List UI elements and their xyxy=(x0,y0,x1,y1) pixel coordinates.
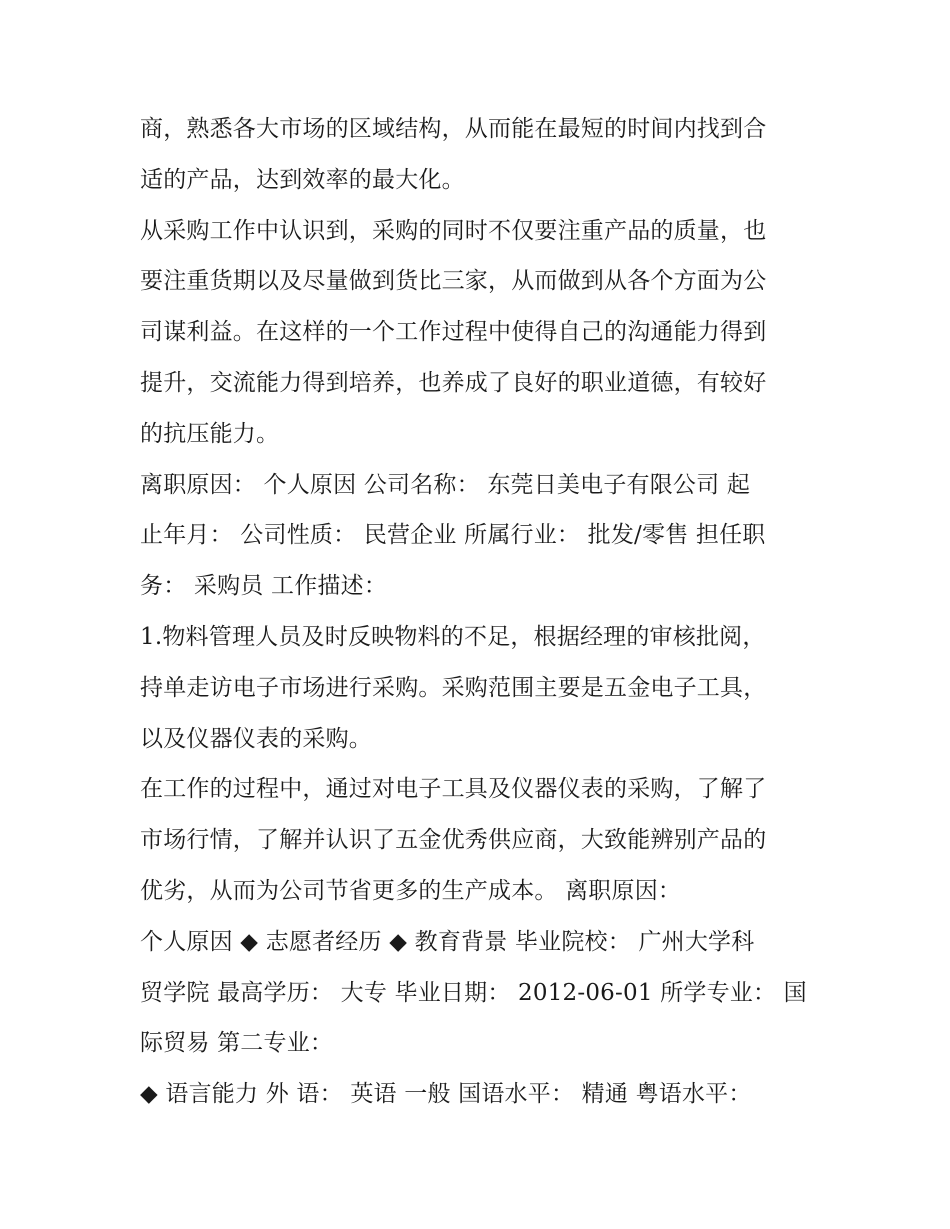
text-line: 优劣，从而为公司节省更多的生产成本。 离职原因： xyxy=(140,877,682,904)
text-line: 商，熟悉各大市场的区域结构，从而能在最短的时间内找到合 xyxy=(140,116,767,142)
text-line: 市场行情，了解并认识了五金优秀供应商，大致能辨别产品的 xyxy=(140,827,767,854)
text-line: 要注重货期以及尽量做到货比三家，从而做到从各个方面为公 xyxy=(140,268,767,295)
text-line: 适的产品，达到效率的最大化。 xyxy=(140,166,465,193)
text-line: 务： 采购员 工作描述： xyxy=(140,573,388,600)
text-line: ◆ 语言能力 外 语： 英语 一般 国语水平： 精通 粤语水平： xyxy=(140,1081,752,1108)
text-line: 1.物料管理人员及时反映物料的不足，根据经理的审核批阅， xyxy=(140,623,766,650)
text-line: 在工作的过程中，通过对电子工具及仪器仪表的采购，了解了 xyxy=(140,776,767,803)
text-line: 持单走访电子市场进行采购。采购范围主要是五金电子工具， xyxy=(140,674,767,701)
text-line: 的抗压能力。 xyxy=(140,420,280,447)
text-line: 以及仪器仪表的采购。 xyxy=(140,725,372,752)
body-text xyxy=(140,104,820,1120)
text-line: 从采购工作中认识到，采购的同时不仅要注重产品的质量，也 xyxy=(140,217,767,244)
text-line: 提升，交流能力得到培养，也养成了良好的职业道德，有较好 xyxy=(140,369,767,396)
text-line: 止年月： 公司性质： 民营企业 所属行业： 批发/零售 担任职 xyxy=(140,522,766,549)
text-line: 际贸易 第二专业： xyxy=(140,1030,334,1057)
text-line: 贸学院 最高学历： 大专 毕业日期： 2012-06-01 所学专业： 国 xyxy=(140,979,807,1006)
text-line: 个人原因 ◆ 志愿者经历 ◆ 教育背景 毕业院校： 广州大学科 xyxy=(140,928,755,955)
text-line: 离职原因： 个人原因 公司名称： 东莞日美电子有限公司 起 xyxy=(140,471,751,498)
text-line: 司谋利益。在这样的一个工作过程中使得自己的沟通能力得到 xyxy=(140,319,767,346)
